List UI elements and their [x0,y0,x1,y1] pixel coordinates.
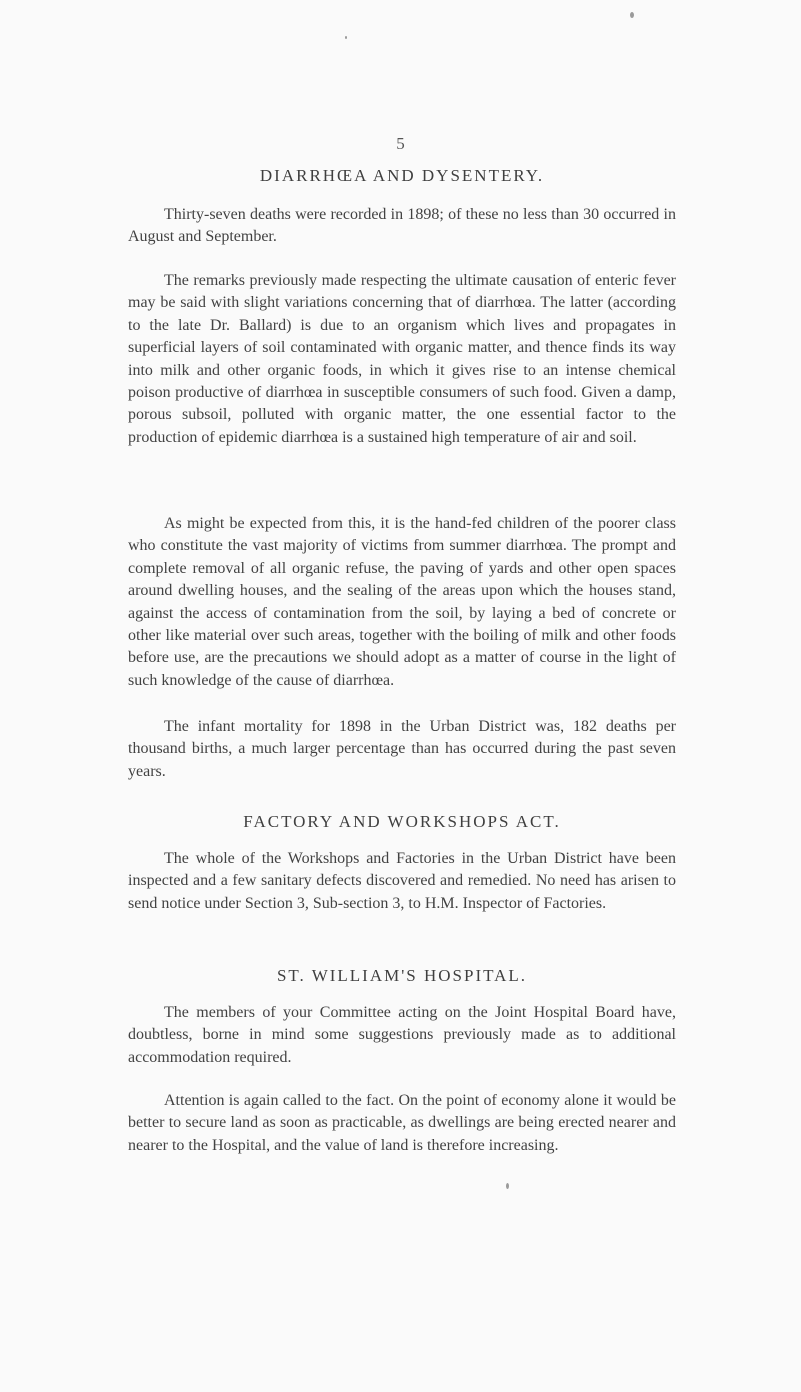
print-speck [630,12,634,18]
paragraph-block [128,513,676,692]
paragraph-block [128,848,676,915]
paragraph-block [128,1090,676,1157]
paragraph: The members of your Committee acting on the Joint Hospital Board have, doubtless, borne in mind some suggestions previously made as to additional accommodation required. [128,1004,676,1066]
print-speck [345,36,347,39]
paragraph-block [128,1002,676,1069]
paragraph: Attention is again called to the fact. On the point of economy alone it would be better to secure land as soon as practicable, as dwellings are being erected nearer and nearer to the Hospital, and the value of land is therefore increasing. [128,1092,676,1154]
paragraph: The whole of the Workshops and Factories in the Urban District have been inspected and a few sanitary defects discovered and remedied. No need has arisen to send notice under Section 3, Sub-section 3, to H.M. Inspector of Factories. [128,850,676,912]
print-speck [506,1183,509,1189]
section-heading: ST. WILLIAM'S HOSPITAL. [276,966,528,985]
section-hospital [128,966,676,986]
section-diarrhoea-body [128,204,676,249]
paragraph-block [128,716,676,783]
section-factory [128,812,676,832]
paragraph-block [128,270,676,449]
paragraph: Thirty-seven deaths were recorded in 1898; of these no less than 30 occurred in August and September. [128,206,676,246]
section-heading: DIARRHŒA AND DYSENTERY. [259,166,545,185]
paragraph: The infant mortality for 1898 in the Urban District was, 182 deaths per thousand births, a much larger percentage than has occurred during the past seven years. [128,718,676,780]
paragraph: As might be expected from this, it is the hand-fed children of the poorer class who constitute the vast majority of victims from summer diarrhœa. The prompt and complete removal of all organic refuse, the paving of yards and other open spaces around dwelling houses, and the sealing of the areas upon which the houses stand, against the access of contamination from the soil, by laying a bed of concrete or other like material over such areas, together with the boiling of milk and other foods before use, are the precautions we should adopt as a matter of course in the light of such knowledge of the cause of diarrhœa. [128,515,676,689]
section-heading: FACTORY AND WORKSHOPS ACT. [243,812,561,831]
paragraph: The remarks previously made respecting the ultimate causation of enteric fever may be said with slight variations concerning that of diarrhœa. The latter (according to the late Dr. Ballard) is due to an organism which lives and propagates in superficial layers of soil contaminated with organic matter, and thence finds its way into milk and other organic foods, in which it gives rise to an intense chemical poison productive of diarrhœa in susceptible consumers of such food. Given a damp, porous subsoil, polluted with organic matter, the one essential factor to the production of epidemic diarrhœa is a sustained high temperature of air and soil. [128,272,676,446]
page-number: 5 [396,134,405,153]
section-diarrhoea [128,166,676,186]
